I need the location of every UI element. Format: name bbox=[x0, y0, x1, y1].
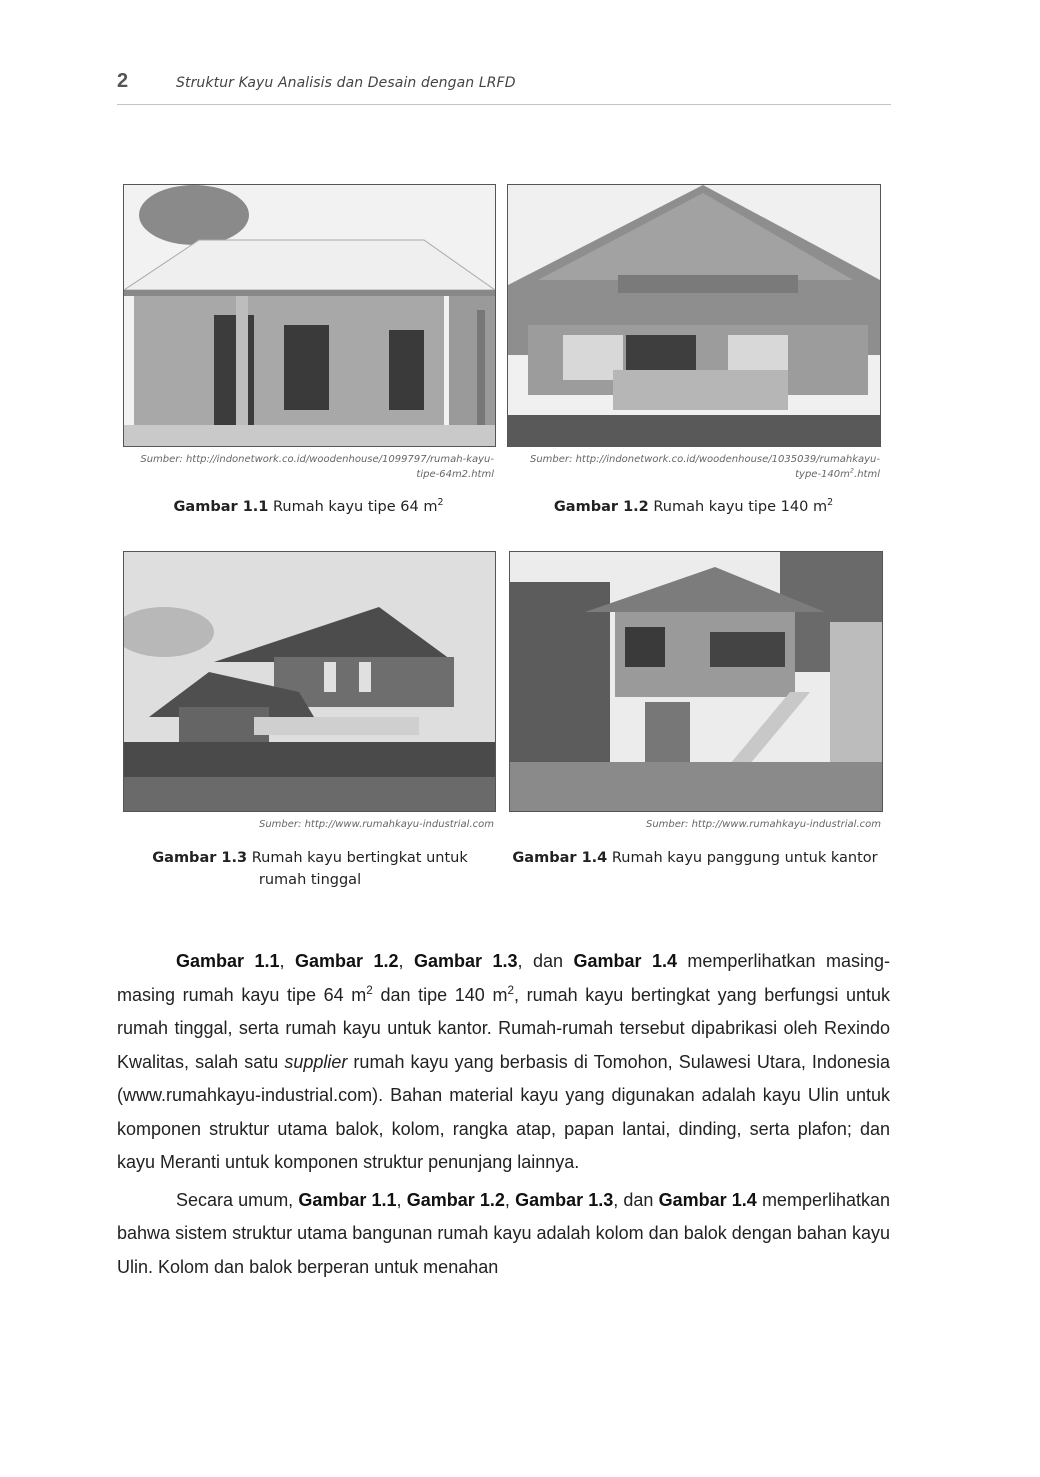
paragraph-1: Gambar 1.1, Gambar 1.2, Gambar 1.3, dan Gambar 1.4 memperlihatkan masing-masing rumah kayu tipe 64 $m^2$ dan tipe 140 $m^2$, rumah kayu bertingkat yang berfungsi untuk rumah tinggal, serta rumah kayu untuk kantor. Rumah-rumah tersebut dipabrikasi oleh Rexindo Kwalitas, salah satu supplier rumah kayu yang berbasis di Tomohon, Sulawesi Utara, Indonesia (www.rumahkayu-industrial.com). Bahan material kayu yang digunakan adalah kayu Ulin untuk komponen struktur utama balok, kolom, rangka atap, papan lantai, dinding, serta plafon; dan kayu Meranti untuk komponen struktur penunjang lainnya. bbox=[117, 951, 890, 1172]
running-title: Struktur Kayu Analisis dan Desain dengan LRFD bbox=[176, 75, 516, 91]
house-photo-icon bbox=[510, 552, 882, 811]
figure-label: Gambar 1.1 bbox=[173, 499, 269, 515]
figure-1-3-source: Sumber: http://www.rumahkayu-industrial.com bbox=[259, 819, 494, 830]
page-number: 2 bbox=[117, 70, 129, 92]
figure-1-1-caption: Gambar 1.1 Rumah kayu tipe 64 $m^2$ bbox=[173, 497, 444, 515]
figure-1-4-caption: Gambar 1.4 Rumah kayu panggung untuk kantor bbox=[512, 850, 878, 866]
figure-label: Gambar 1.4 bbox=[512, 850, 608, 866]
house-photo-icon bbox=[124, 185, 495, 446]
figure-1-3-caption: Gambar 1.3 Rumah kayu bertingkat untuk rumah tinggal bbox=[152, 850, 468, 888]
figure-label: Gambar 1.2 bbox=[553, 499, 649, 515]
figure-1-1-image bbox=[123, 184, 496, 447]
figure-1-2-image bbox=[507, 184, 881, 447]
header-rule bbox=[117, 104, 891, 105]
paragraph-2: Secara umum, Gambar 1.1, Gambar 1.2, Gambar 1.3, dan Gambar 1.4 memperlihatkan bahwa sistem struktur utama bangunan rumah kayu adalah kolom dan balok dengan bahan kayu Ulin. Kolom dan balok berperan untuk menahan bbox=[117, 1189, 890, 1277]
figure-1-2-source: Sumber: http://indonetwork.co.id/woodenhouse/1035039/rumahkayu- type-$140m^2.html$ bbox=[529, 454, 880, 480]
figure-label: Gambar 1.3 bbox=[152, 850, 248, 866]
figure-1-4-image bbox=[509, 551, 883, 812]
figure-1-4-source: Sumber: http://www.rumahkayu-industrial.com bbox=[646, 819, 881, 830]
house-photo-icon bbox=[124, 552, 495, 811]
body-text bbox=[117, 945, 890, 1284]
figure-1-3-image bbox=[123, 551, 496, 812]
house-photo-icon bbox=[508, 185, 880, 446]
figure-1-2-caption: Gambar 1.2 Rumah kayu tipe 140 $m^2$ bbox=[553, 497, 834, 515]
figure-1-1-source: Sumber: http://indonetwork.co.id/woodenhouse/1099797/rumah-kayu- tipe-64m2.html bbox=[140, 454, 494, 480]
running-header bbox=[117, 68, 891, 106]
